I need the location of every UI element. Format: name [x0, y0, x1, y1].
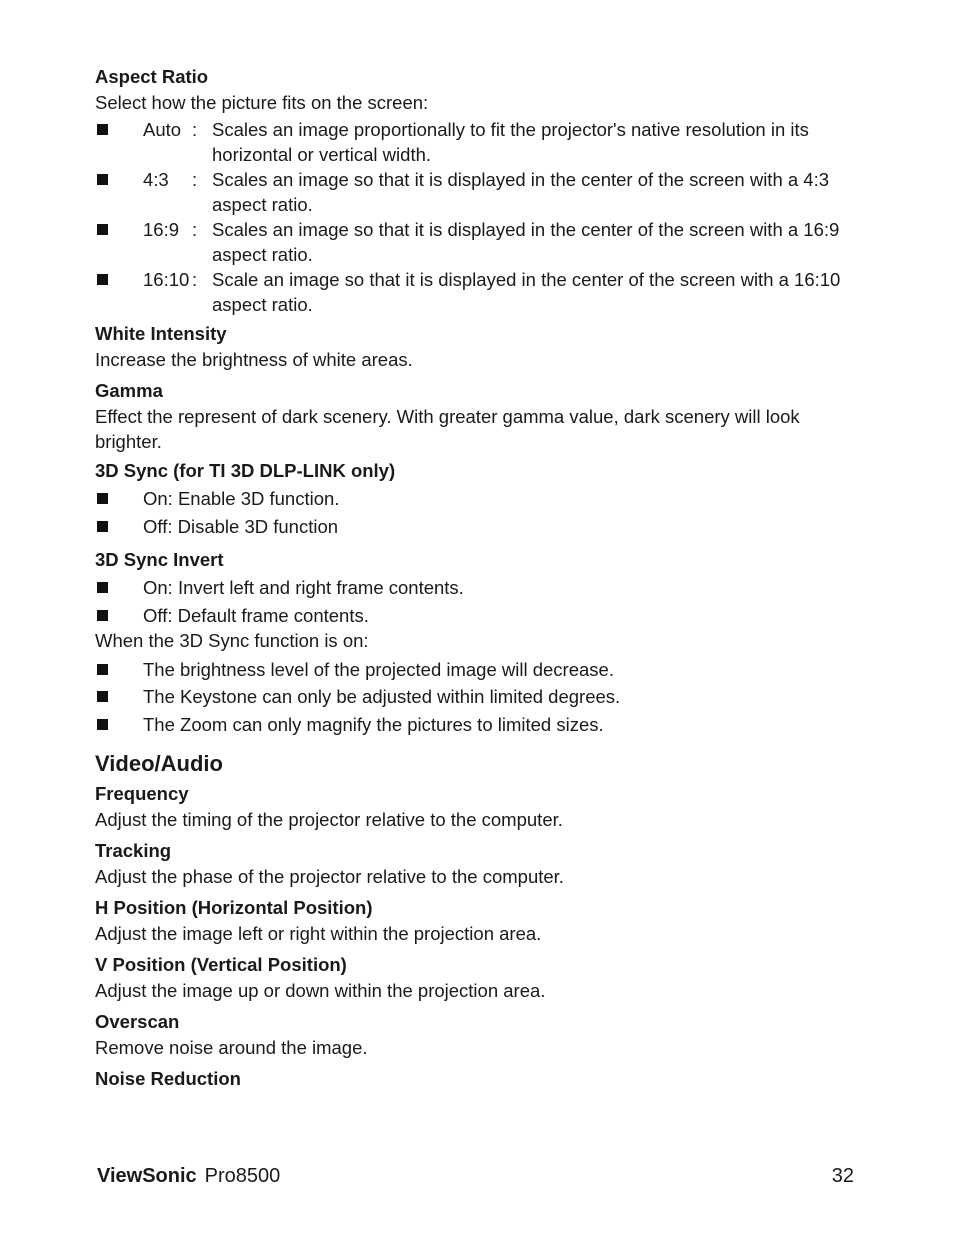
aspect-option-key: 16:9: [143, 219, 180, 240]
square-bullet-icon: [97, 582, 108, 593]
aspect-ratio-heading: Aspect Ratio: [95, 66, 209, 87]
square-bullet-icon: [97, 719, 108, 730]
gamma-heading: Gamma: [95, 380, 163, 401]
square-bullet-icon: [97, 521, 108, 532]
sync3d-item: On: Enable 3D function.: [95, 486, 855, 511]
v-position-heading: V Position (Vertical Position): [95, 954, 347, 975]
square-bullet-icon: [97, 224, 108, 235]
aspect-option-key: 4:3: [143, 169, 169, 190]
sync3d-invert-item: On: Invert left and right frame contents.: [95, 575, 855, 600]
aspect-option-4-3: [95, 167, 855, 217]
aspect-option-colon: :: [192, 169, 198, 190]
manual-page: [95, 64, 855, 1092]
square-bullet-icon: [97, 274, 108, 285]
overscan-text: Remove noise around the image.: [95, 1037, 368, 1058]
sync3d-item: Off: Disable 3D function: [95, 514, 855, 539]
square-bullet-icon: [97, 493, 108, 504]
aspect-option-colon: :: [192, 119, 198, 140]
aspect-option-key: 16:10: [143, 269, 190, 290]
h-position-text: Adjust the image left or right within the projection area.: [95, 923, 542, 944]
sync3d-note: When the 3D Sync function is on:: [95, 630, 369, 651]
page-footer: [97, 1162, 854, 1190]
aspect-option-16-9: [95, 217, 855, 267]
square-bullet-icon: [97, 691, 108, 702]
h-position-heading: H Position (Horizontal Position): [95, 897, 373, 918]
tracking-heading: Tracking: [95, 840, 172, 861]
square-bullet-icon: [97, 124, 108, 135]
aspect-option-colon: :: [192, 219, 198, 240]
frequency-text: Adjust the timing of the projector relative to the computer.: [95, 809, 563, 830]
sync3d-invert-heading: 3D Sync Invert: [95, 549, 224, 570]
aspect-option-desc: Scales an image so that it is displayed in the center of the screen with a 16:9 aspect ratio.: [212, 219, 840, 265]
aspect-ratio-intro: Select how the picture fits on the screen:: [95, 92, 429, 113]
square-bullet-icon: [97, 664, 108, 675]
v-position-text: Adjust the image up or down within the projection area.: [95, 980, 546, 1001]
white-intensity-text: Increase the brightness of white areas.: [95, 349, 413, 370]
square-bullet-icon: [97, 610, 108, 621]
footer-product: [97, 1162, 280, 1190]
sync3d-note-item: The Keystone can only be adjusted within limited degrees.: [95, 684, 855, 709]
footer-model: Pro8500: [204, 1165, 281, 1187]
sync3d-note-item: The Zoom can only magnify the pictures to limited sizes.: [95, 712, 855, 737]
aspect-option-desc: Scales an image proportionally to fit the projector's native resolution in its horizontal or vertical width.: [212, 119, 809, 165]
white-intensity-heading: White Intensity: [95, 323, 227, 344]
aspect-option-colon: :: [192, 269, 198, 290]
aspect-option-key: Auto: [143, 119, 182, 140]
page-number: 32: [831, 1165, 854, 1187]
gamma-text: Effect the represent of dark scenery. With greater gamma value, dark scenery will look brighter.: [95, 406, 800, 452]
overscan-heading: Overscan: [95, 1011, 180, 1032]
sync3d-note-item: The brightness level of the projected image will decrease.: [95, 657, 855, 682]
aspect-option-desc: Scale an image so that it is displayed in the center of the screen with a 16:10 aspect ratio.: [212, 269, 841, 315]
sync3d-invert-item: Off: Default frame contents.: [95, 603, 855, 628]
sync3d-heading: 3D Sync (for TI 3D DLP-LINK only): [95, 460, 396, 481]
noise-reduction-heading: Noise Reduction: [95, 1068, 241, 1089]
aspect-option-desc: Scales an image so that it is displayed in the center of the screen with a 4:3 aspect ratio.: [212, 169, 830, 215]
frequency-heading: Frequency: [95, 783, 189, 804]
footer-brand: ViewSonic: [97, 1165, 197, 1187]
video-audio-heading: Video/Audio: [95, 751, 223, 776]
aspect-option-auto: [95, 117, 855, 167]
tracking-text: Adjust the phase of the projector relative to the computer.: [95, 866, 564, 887]
square-bullet-icon: [97, 174, 108, 185]
aspect-option-16-10: [95, 267, 855, 317]
